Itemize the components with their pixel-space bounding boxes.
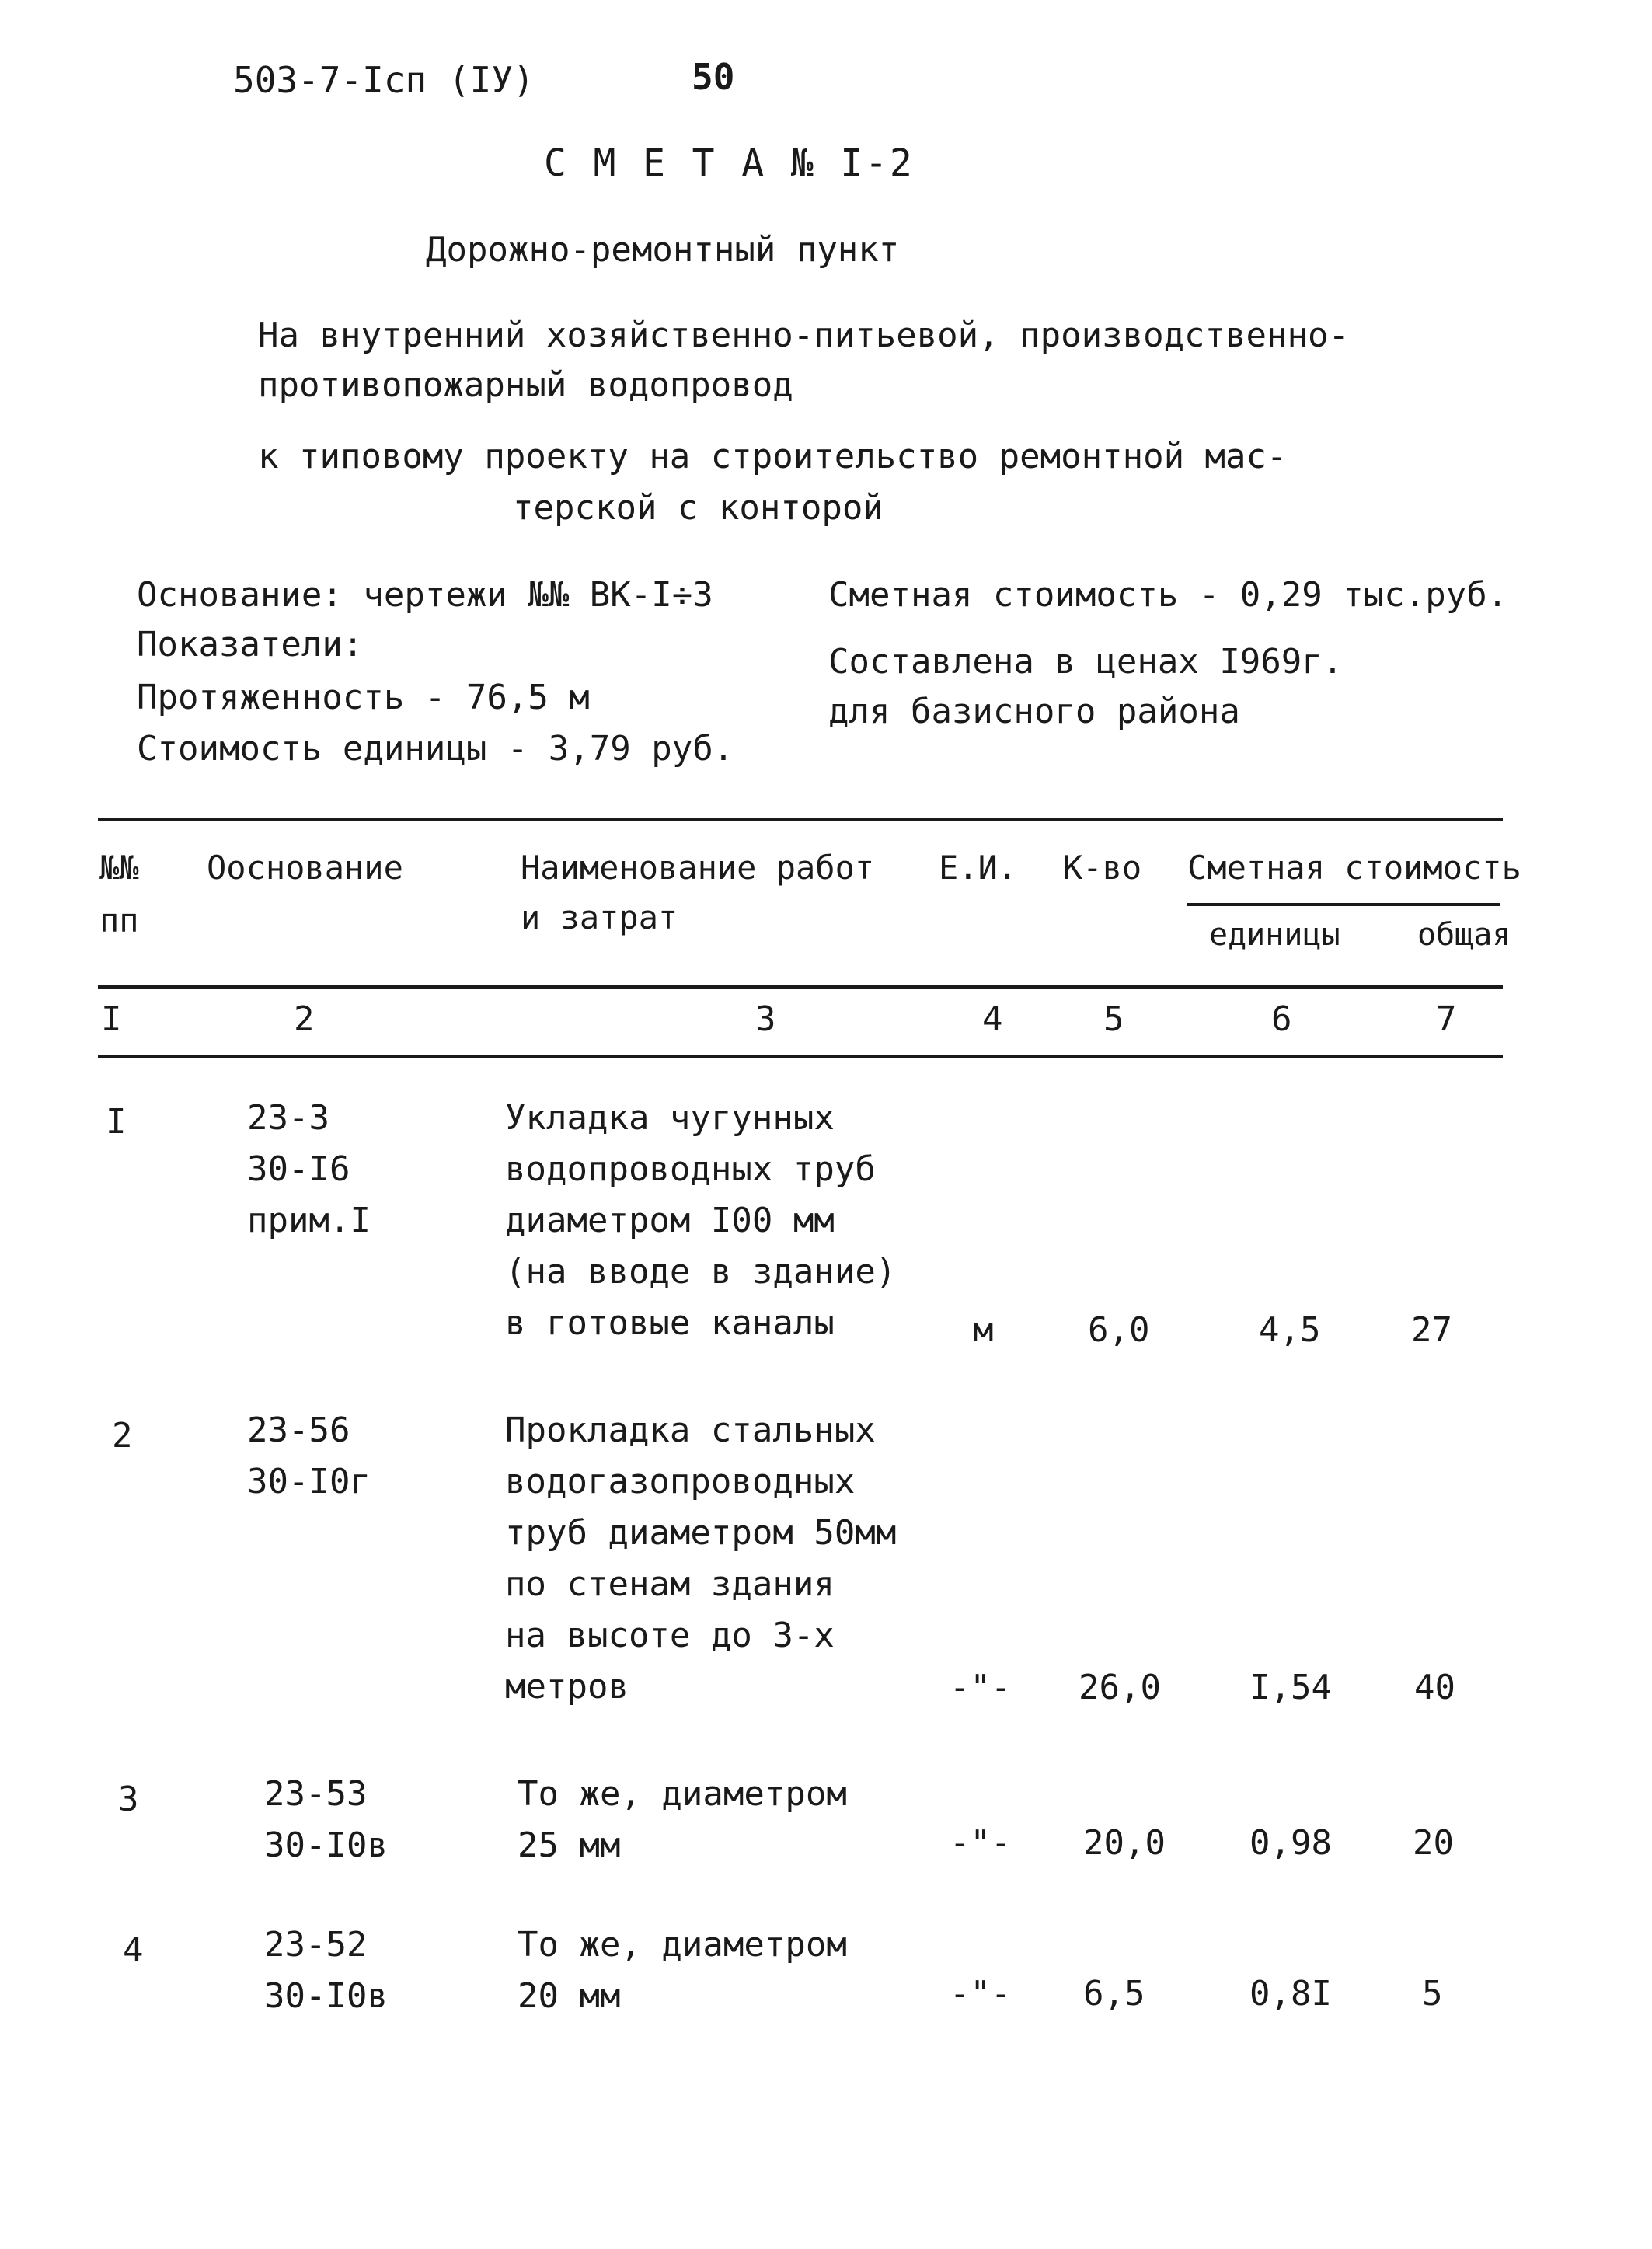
row-3-unit: -"- [950,1823,1012,1863]
col-number-7: 7 [1436,999,1457,1039]
col-number-2: 2 [294,999,315,1039]
col-number-3: 3 [755,999,776,1039]
col-number-5: 5 [1103,999,1124,1039]
row-3-name: То же, диаметром 25 мм [518,1774,847,1865]
header-name: Наименование работ [521,849,875,887]
row-1-qty: 6,0 [1088,1310,1150,1350]
header-num-2: пп [99,901,139,940]
project-line-2: терской с конторой [513,488,884,528]
cost-header-rule [1187,903,1500,906]
row-4-unit: -"- [950,1974,1012,2014]
document-subtitle: Дорожно-ремонтный пункт [426,230,900,270]
price-region: для базисного района [828,692,1240,731]
price-year: Составлена в ценах I969г. [828,642,1344,682]
header-basis: Ооснование [207,849,403,887]
table-top-rule [98,818,1503,821]
row-3-num: 3 [118,1780,139,1819]
row-3-basis: 23-53 30-I0в [264,1774,388,1865]
purpose-line-2: противопожарный водопровод [258,365,793,405]
document-code: 503-7-Iсп (IУ) [233,59,535,101]
row-1-total: 27 [1411,1310,1452,1350]
purpose-line-1: На внутренний хозяйственно-питьевой, производственно- [258,316,1349,355]
estimated-cost: Сметная стоимость - 0,29 тыс.руб. [828,575,1508,615]
header-bottom-rule [98,985,1503,989]
row-2-basis: 23-56 30-I0г [247,1410,371,1501]
row-2-num: 2 [112,1416,133,1456]
header-cost: Сметная стоимость [1187,849,1521,887]
row-4-basis: 23-52 30-I0в [264,1925,388,2016]
row-3-qty: 20,0 [1083,1823,1166,1863]
basis-drawings: Основание: чертежи №№ ВК-I÷3 [137,575,713,615]
header-name-2: и затрат [521,898,678,936]
column-numbers-rule [98,1055,1503,1058]
document-title: С М Е Т А № I-2 [544,141,915,185]
header-num: №№ [99,849,139,887]
unit-cost-value: Стоимость единицы - 3,79 руб. [137,729,734,769]
page-number: 50 [692,56,735,98]
row-4-total: 5 [1422,1974,1443,2014]
row-2-total: 40 [1414,1668,1455,1707]
row-2-unit: -"- [950,1668,1012,1707]
row-1-num: I [106,1102,127,1142]
length-value: Протяженность - 76,5 м [137,678,590,717]
row-3-total: 20 [1413,1823,1454,1863]
row-1-basis: 23-3 30-I6 прим.I [247,1098,371,1240]
indicators-label: Показатели: [137,625,364,664]
row-4-qty: 6,5 [1083,1974,1145,2014]
row-3-price: 0,98 [1249,1823,1332,1863]
row-4-name: То же, диаметром 20 мм [518,1925,847,2016]
header-cost-unit: единицы [1209,917,1340,953]
row-4-num: 4 [123,1930,144,1970]
row-1-name: Укладка чугунных водопроводных труб диаметром I00 мм (на вводе в здание) в готовые каналы [505,1098,897,1343]
project-line-1: к типовому проекту на строительство ремонтной мас- [258,437,1288,476]
row-4-price: 0,8I [1249,1974,1332,2014]
row-1-price: 4,5 [1259,1310,1321,1350]
row-2-price: I,54 [1249,1668,1332,1707]
header-cost-total: общая [1417,917,1511,953]
row-2-name: Прокладка стальных водогазопроводных труб диаметром 50мм по стенам здания на высоте до 3-х метров [505,1410,897,1707]
col-number-1: I [101,999,122,1039]
header-unit: Е.И. [939,849,1018,887]
row-1-unit: м [973,1310,994,1350]
col-number-6: 6 [1271,999,1292,1039]
col-number-4: 4 [982,999,1003,1039]
header-qty: К-во [1063,849,1142,887]
row-2-qty: 26,0 [1079,1668,1161,1707]
